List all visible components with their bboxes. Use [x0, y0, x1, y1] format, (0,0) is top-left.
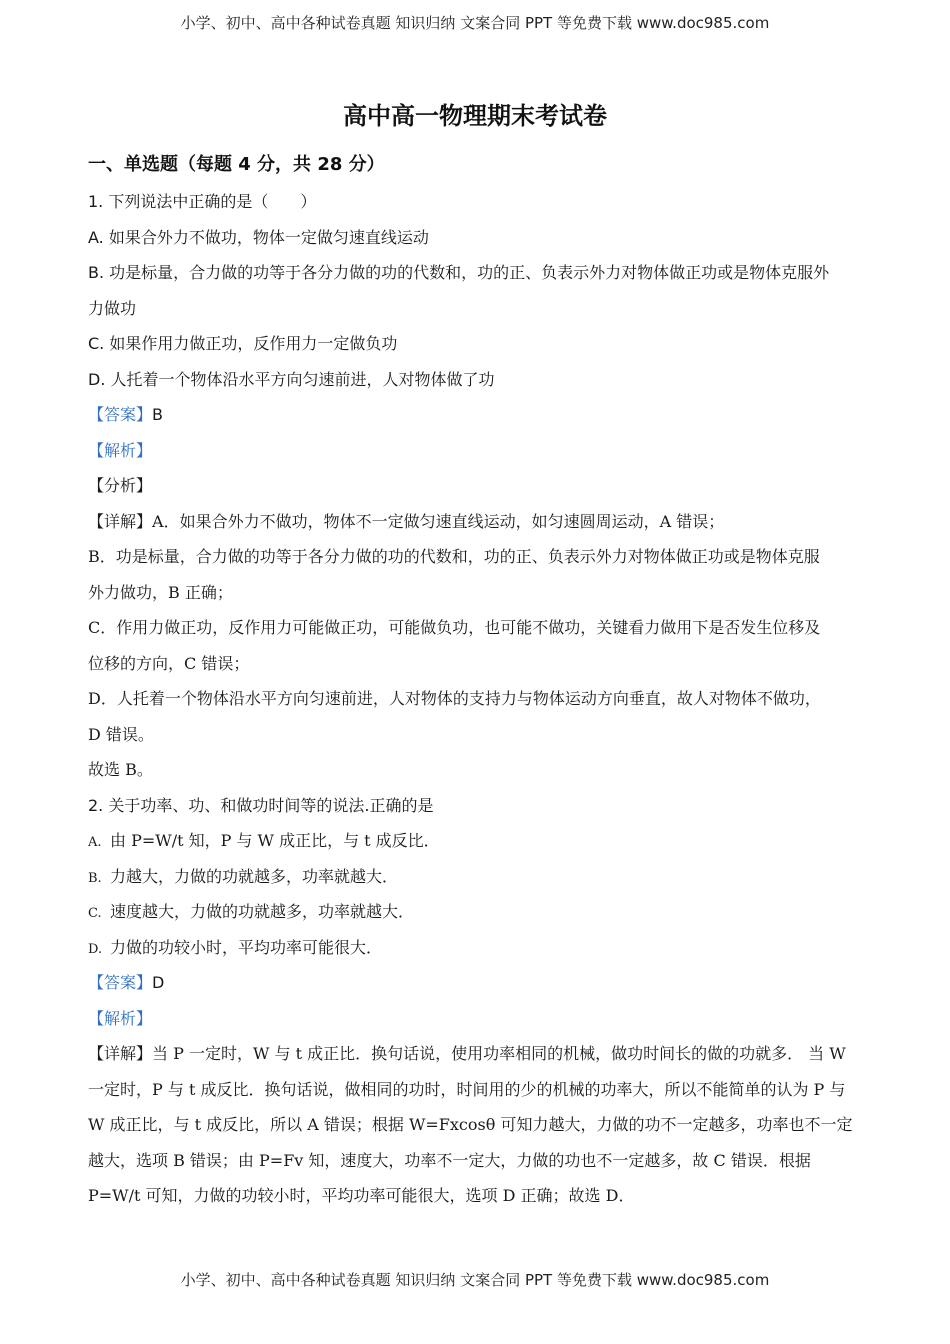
question-1-conclusion: 故选 B。 [88, 760, 153, 779]
question-1-detail-line: D．人托着一个物体沿水平方向匀速前进，人对物体的支持力与物体运动方向垂直，故人对物体不做功， [88, 689, 821, 708]
question-2-detail-line [88, 1036, 866, 1072]
question-1-option-b: B. 功是标量，合力做的功等于各分力做的功的代数和，功的正、负表示外力对物体做正功或是物体克服外 [88, 263, 830, 282]
option-label: D. [88, 941, 103, 957]
question-1-option-b-cont: 力做功 [88, 298, 137, 318]
question-2-stem: 2. 关于功率、功、和做功时间等的说法.正确的是 [88, 795, 434, 815]
question-1-option-d: D. 人托着一个物体沿水平方向匀速前进，人对物体做了功 [88, 369, 495, 389]
detail-text: 当 P 一定时，W 与 t 成正比．换句话说，使用功率相同的机械，做功时间长的做的功就多． 当 W [152, 1044, 846, 1063]
question-1-detail-line: D 错误。 [88, 724, 154, 744]
section-heading: 一、单选题（每题 4 分，共 28 分） [88, 154, 385, 175]
question-2-detail-line: 一定时，P 与 t 成反比．换句话说，做相同的功时，时间用的少的机械的功率大，所以不能简单的认为 P 与 [88, 1079, 846, 1099]
question-2-answer [88, 965, 866, 1001]
option-label: C. [88, 906, 102, 921]
question-1-option-c: C. 如果作用力做正功，反作用力一定做负功 [88, 334, 398, 353]
option-label: B. [88, 870, 102, 886]
option-text: 力越大，力做的功就越多，功率就越大． [110, 866, 399, 886]
question-2-option-d [88, 930, 866, 966]
question-1-stem: 1. 下列说法中正确的是（ ） [88, 192, 317, 211]
analysis-tag: 【解析】 [88, 1008, 153, 1028]
question-1-option-a: A. 如果合外力不做功，物体一定做匀速直线运动 [88, 227, 429, 247]
question-2-detail-line: W 成正比，与 t 成反比，所以 A 错误；根据 W=Fxcosθ 可知力越大，力做的功不一定越多，功率也不一定 [88, 1115, 853, 1134]
detail-tag: 【详解】 [88, 511, 153, 531]
detail-tag: 【详解】 [88, 1044, 153, 1063]
question-1-analysis-tag [88, 433, 866, 469]
question-2-analysis-tag [88, 1001, 866, 1037]
question-1-detail-line: C．作用力做正功，反作用力可能做正功，可能做负功，也可能不做功，关键看力做用下是否发生位移及 [88, 618, 821, 637]
question-1-answer [88, 397, 866, 433]
question-2-detail-line: P=W/t 可知，力做的功较小时，平均功率可能很大，选项 D 正确；故选 D． [88, 1186, 635, 1205]
page-footer: 小学、初中、高中各种试卷真题 知识归纳 文案合同 PPT 等免费下载 www.doc985.com [180, 1271, 770, 1289]
answer-value: D [152, 973, 165, 992]
answer-tag: 【答案】 [88, 405, 153, 424]
detail-text: A．如果合外力不做功，物体不一定做匀速直线运动，如匀速圆周运动，A 错误； [152, 511, 725, 531]
question-1-detail-line: 位移的方向，C 错误； [88, 653, 250, 673]
exam-content [88, 184, 866, 1214]
option-text: 由 P=W/t 知，P 与 W 成正比，与 t 成反比． [110, 831, 440, 850]
option-text: 速度越大，力做的功就越多，功率就越大． [110, 902, 415, 921]
question-1-detail-line: 外力做功，B 正确； [88, 582, 233, 602]
page-header: 小学、初中、高中各种试卷真题 知识归纳 文案合同 PPT 等免费下载 www.doc985.com [180, 14, 770, 32]
answer-value: B [152, 405, 163, 424]
answer-tag: 【答案】 [88, 973, 153, 992]
question-1-detail-line [88, 504, 866, 540]
option-label: A. [88, 835, 102, 850]
question-2-detail-line: 越大，选项 B 错误；由 P=Fv 知，速度大，功率不一定大，力做的功也不一定越多，故 C 错误．根据 [88, 1150, 811, 1170]
question-2-option-c [88, 894, 866, 930]
question-1-detail-line: B．功是标量，合力做的功等于各分力做的功的代数和，功的正、负表示外力对物体做正功或是物体克服 [88, 547, 820, 566]
option-text: 力做的功较小时，平均功率可能很大． [110, 937, 383, 957]
question-1-fenxi: 【分析】 [88, 476, 153, 495]
question-2-option-b [88, 859, 866, 895]
analysis-tag: 【解析】 [88, 440, 153, 460]
page-title: 高中高一物理期末考试卷 [343, 102, 607, 130]
question-2-option-a [88, 823, 866, 859]
